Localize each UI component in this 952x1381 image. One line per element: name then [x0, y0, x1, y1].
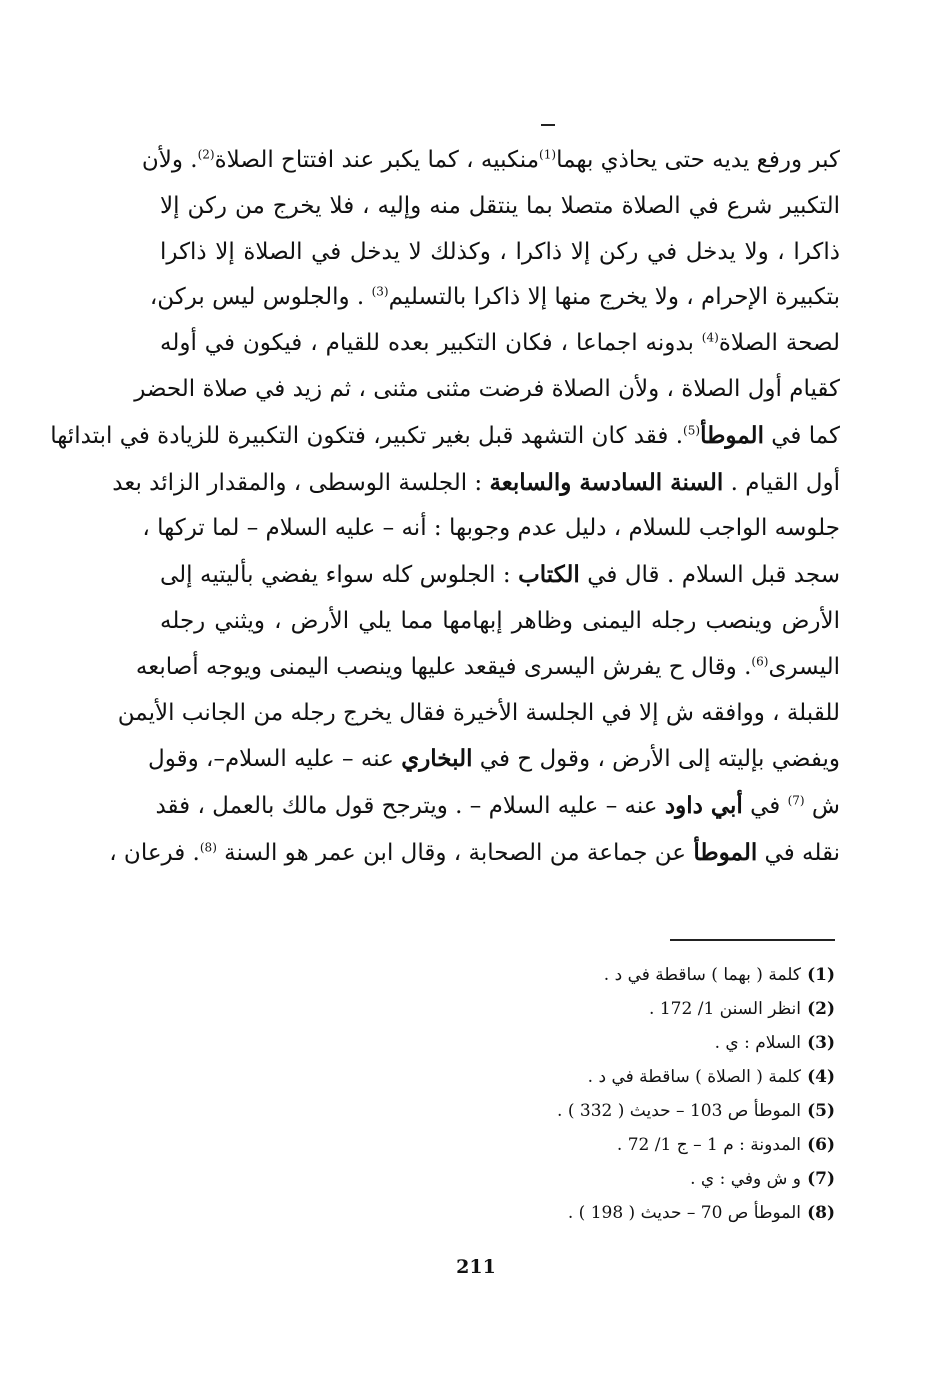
text-run: الأرض وينصب رجله اليمنى وظاهر إبهامها مما يلي الأرض ، ويثني رجله: [160, 607, 840, 634]
text-run: كما في: [763, 422, 840, 449]
text-run: كبر ورفع يديه حتى يحاذي بهما: [556, 147, 840, 173]
footnote-text: انظر السنن 1/ 172 .: [649, 999, 801, 1019]
text-run: : الجلسة الوسطى ، والمقدار الزائد بعد: [112, 469, 490, 496]
bold-reference: السنة السادسة والسابعة: [489, 468, 724, 496]
text-run: أول القيام .: [723, 469, 840, 496]
top-dash-mark: [541, 124, 555, 126]
text-run: . ولأن: [141, 147, 198, 173]
text-run: جلوسه الواجب للسلام ، دليل عدم وجوبها : أنه – عليه السلام – لما تركها ،: [142, 515, 840, 542]
footnote-text: المدونة : م 1 – ج 1/ 72 .: [616, 1135, 801, 1155]
footnote-item: [380, 992, 835, 1026]
text-run: عنه – عليه السلام–، وقول: [148, 746, 402, 773]
footnote-number: (2): [807, 999, 835, 1019]
text-run: للقبلة ، ووافقه ش إلا في الجلسة الأخيرة فقال يخرج رجله من الجانب الأيمن: [117, 699, 840, 726]
bold-reference: الموطأ: [693, 838, 758, 866]
footnote-text: كلمة ( الصلاة ) ساقطة في د .: [587, 1067, 801, 1087]
text-line: [135, 645, 840, 691]
text-run: : الجلوس كله سواء يفضي بأليتيه إلى: [160, 562, 519, 589]
footnote-marker: (5): [683, 423, 701, 438]
footnote-number: (6): [807, 1135, 835, 1155]
main-text: [50, 138, 840, 877]
footnote-number: (1): [807, 965, 835, 985]
text-run: بدونه اجماعا ، فكان التكبير بعده للقيام ، فيكون في أوله: [160, 330, 702, 357]
footnote-item: [380, 1094, 835, 1128]
footnote-number: (3): [807, 1033, 835, 1053]
footnote-separator: [670, 939, 835, 941]
text-run: ويفضي بإليته إلى الأرض ، وقول ح في: [472, 746, 840, 773]
text-line: [160, 230, 840, 276]
text-run: بتكبيرة الإحرام ، ولا يخرج منها إلا ذاكرا بالتسليم: [388, 284, 840, 311]
text-run: كقيام أول الصلاة ، ولأن الصلاة فرضت مثنى مثنى ، ثم زيد في صلاة الحضر: [134, 375, 840, 402]
bold-reference: أبي داود: [664, 792, 743, 820]
footnote-number: (4): [807, 1067, 835, 1087]
footnote-marker: (1): [539, 147, 557, 162]
text-line: [142, 506, 840, 552]
text-line: [117, 691, 840, 737]
text-run: لصحة الصلاة: [718, 330, 840, 357]
footnote-marker: (4): [701, 330, 719, 345]
footnote-text: كلمة ( بهما ) ساقطة في د .: [603, 965, 801, 985]
text-run: . فرعان ،: [109, 839, 200, 866]
text-line: [160, 552, 840, 599]
text-run: في: [742, 793, 788, 820]
text-run: نقله في: [757, 839, 840, 866]
footnote-item: [380, 1196, 835, 1230]
footnote-item: [380, 1026, 835, 1060]
footnote-text: و ش وفي : ي .: [690, 1169, 801, 1189]
footnote-marker: (6): [751, 654, 769, 669]
text-run: . والجلوس ليس بركن،: [149, 284, 372, 311]
footnote-item: [380, 958, 835, 992]
footnote-text: الموطأ ص 70 – حديث ( 198 ) .: [567, 1203, 801, 1223]
text-line: [134, 367, 840, 413]
text-run: عن جماعة من الصحابة ، وقال ابن عمر هو السنة: [216, 839, 694, 866]
footnote-marker: (8): [199, 840, 217, 855]
text-line: [109, 830, 840, 877]
text-run: عنه – عليه السلام – . ويترجح قول مالك بالعمل ، فقد: [155, 793, 665, 820]
text-line: [149, 275, 840, 321]
text-line: [148, 736, 840, 783]
text-run: ذاكرا ، ولا يدخل في ركن إلا ذاكرا ، وكذلك لا يدخل في الصلاة إلا ذاكرا: [160, 238, 840, 265]
bold-reference: الموطأ: [700, 421, 764, 449]
bold-reference: الكتاب: [518, 561, 580, 589]
footnote-number: (8): [807, 1203, 835, 1223]
text-line: [160, 184, 840, 230]
footnotes-list: [380, 958, 835, 1230]
text-run: ش: [804, 793, 840, 820]
text-run: . وقال ح يفرش اليسرى فيقعد عليها وينصب اليمنى ويوجه أصابعه: [135, 653, 752, 680]
text-run: منكبيه ، كما يكبر عند افتتاح الصلاة: [214, 147, 540, 173]
text-line: [112, 460, 840, 507]
footnote-item: [380, 1128, 835, 1162]
page-number: 211: [456, 1256, 496, 1278]
footnote-marker: (7): [787, 793, 805, 808]
footnote-text: الموطأ ص 103 – حديث ( 332 ) .: [557, 1101, 801, 1121]
text-line: [155, 783, 840, 830]
footnote-item: [380, 1162, 835, 1196]
text-line: [141, 138, 840, 184]
text-line: [160, 599, 840, 645]
footnote-marker: (3): [371, 284, 389, 299]
text-run: اليسرى: [768, 653, 840, 680]
footnote-text: السلام : ي .: [714, 1033, 801, 1053]
bold-reference: البخاري: [401, 745, 473, 773]
text-run: التكبير شرع في الصلاة متصلا بما ينتقل منه وإليه ، فلا يخرج من ركن إلا: [160, 192, 840, 219]
text-run: . فقد كان التشهد قبل بغير تكبير، فتكون التكبيرة للزيادة في ابتدائها: [50, 422, 684, 449]
text-line: [160, 321, 840, 367]
text-run: سجد قبل السلام . قال في: [579, 562, 840, 589]
text-line: [50, 413, 840, 460]
footnote-item: [380, 1060, 835, 1094]
footnote-marker: (2): [197, 147, 215, 162]
footnote-number: (7): [807, 1169, 835, 1189]
footnote-number: (5): [807, 1101, 835, 1121]
